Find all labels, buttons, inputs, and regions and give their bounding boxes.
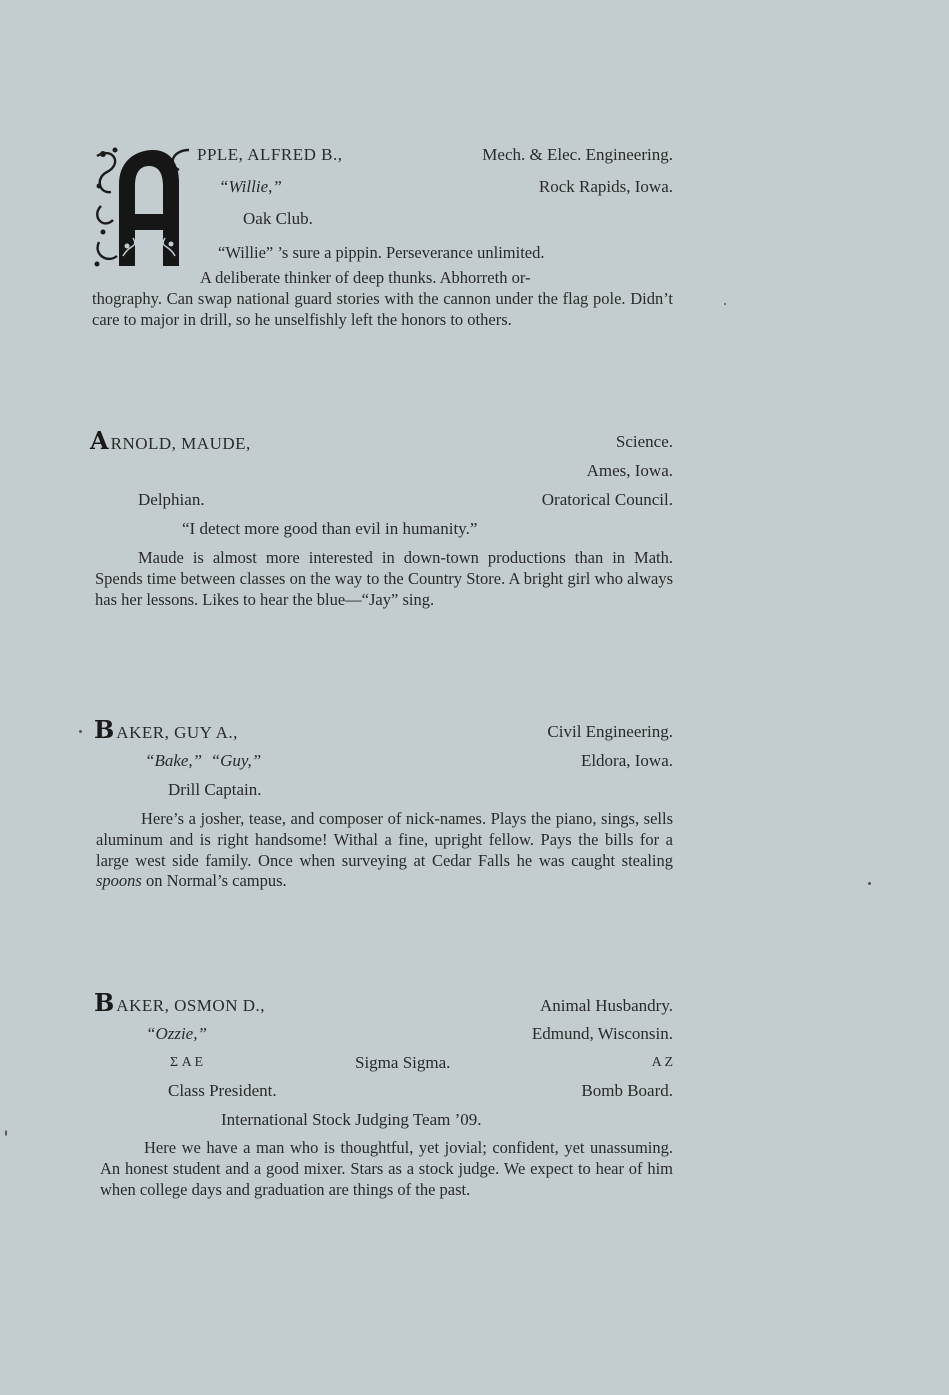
entry-department: Animal Husbandry. bbox=[540, 996, 673, 1015]
paper-speck bbox=[5, 1130, 7, 1136]
entry-name: AKER, GUY A., bbox=[116, 723, 238, 742]
entry-name: AKER, OSMON D., bbox=[116, 996, 266, 1015]
entry-description-line-2: A deliberate thinker of deep thunks. Abhorreth or- bbox=[200, 268, 531, 287]
entry-department: Science. bbox=[615, 432, 673, 451]
entry-nickname: “Willie,” bbox=[219, 177, 282, 196]
entry-nicknames bbox=[145, 751, 261, 771]
entry-greek-letters-1: Σ A E bbox=[170, 1055, 204, 1070]
entry-name: RNOLD, MAUDE, bbox=[110, 434, 251, 453]
gothic-initial: B bbox=[94, 988, 115, 1017]
entry-greek-letters-2: A Z bbox=[651, 1055, 673, 1070]
entry-name: PPLE, ALFRED B., bbox=[197, 145, 343, 164]
entry-description-line-1: “Willie” ’s sure a pippin. Perseverance unlimited. bbox=[218, 243, 545, 262]
entry-affiliation: Drill Captain. bbox=[168, 780, 262, 799]
entry-nickname-2: “Guy,” bbox=[210, 751, 262, 770]
gothic-initial: B bbox=[94, 715, 115, 744]
paper-speck bbox=[868, 882, 871, 885]
ornate-dropcap-a-icon bbox=[93, 146, 193, 268]
entry-nickname: “Ozzie,” bbox=[146, 1024, 207, 1043]
entry-nickname-1: “Bake,” bbox=[145, 751, 203, 770]
entry-office-1: Class President. bbox=[168, 1081, 277, 1100]
entry-name-line bbox=[90, 426, 251, 455]
entry-department: Mech. & Elec. Engineering. bbox=[482, 145, 673, 164]
entry-description: Maude is almost more interested in down-town productions than in Math. Spends time between classes on the way to the Country Store. A bright girl who always has her lessons. Likes to hear the blue—“Jay” sing. bbox=[95, 548, 673, 609]
entry-description-emphasis: spoons bbox=[96, 871, 142, 891]
entry-description: thography. Can swap national guard stories with the cannon under the flag pole. Didn’t care to major in drill, so he unselfishly left the honors to others. bbox=[92, 289, 673, 329]
entry-hometown: Rock Rapids, Iowa. bbox=[538, 177, 673, 196]
entry-affiliation: Sigma Sigma. bbox=[355, 1053, 451, 1072]
entry-hometown: Eldora, Iowa. bbox=[580, 751, 673, 770]
gothic-initial: A bbox=[90, 426, 109, 455]
entry-quote: “I detect more good than evil in humanity.” bbox=[182, 519, 478, 538]
entry-description bbox=[96, 809, 673, 892]
entry-name-line bbox=[94, 988, 266, 1017]
paper-speck bbox=[724, 303, 726, 305]
entry-affiliation-2: Oratorical Council. bbox=[541, 490, 673, 509]
entry-description: Here we have a man who is thoughtful, yet jovial; confident, yet unassuming. An honest student and a good mixer. Stars as a stock judge. We expect to hear of him when college days and graduation are things of the past. bbox=[100, 1138, 673, 1199]
entry-office-2: Bomb Board. bbox=[581, 1081, 673, 1100]
paper-speck bbox=[79, 730, 82, 733]
entry-description-main: Here’s a josher, tease, and composer of nick-names. Plays the piano, sings, sells aluminum and is right handsome! Withal a fine, upright fellow. Pays the bills for a large west side family. Once when surveying at Cedar Falls he was caught stealing bbox=[96, 809, 673, 870]
entry-description-end: on Normal’s campus. bbox=[141, 871, 287, 891]
entry-name-line bbox=[94, 715, 238, 744]
entry-honor: International Stock Judging Team ’09. bbox=[221, 1110, 482, 1129]
entry-hometown: Edmund, Wisconsin. bbox=[531, 1024, 673, 1043]
entry-affiliation: Delphian. bbox=[138, 490, 205, 509]
entry-affiliation: Oak Club. bbox=[243, 209, 313, 228]
entry-hometown: Ames, Iowa. bbox=[586, 461, 673, 480]
entry-department: Civil Engineering. bbox=[547, 722, 673, 741]
